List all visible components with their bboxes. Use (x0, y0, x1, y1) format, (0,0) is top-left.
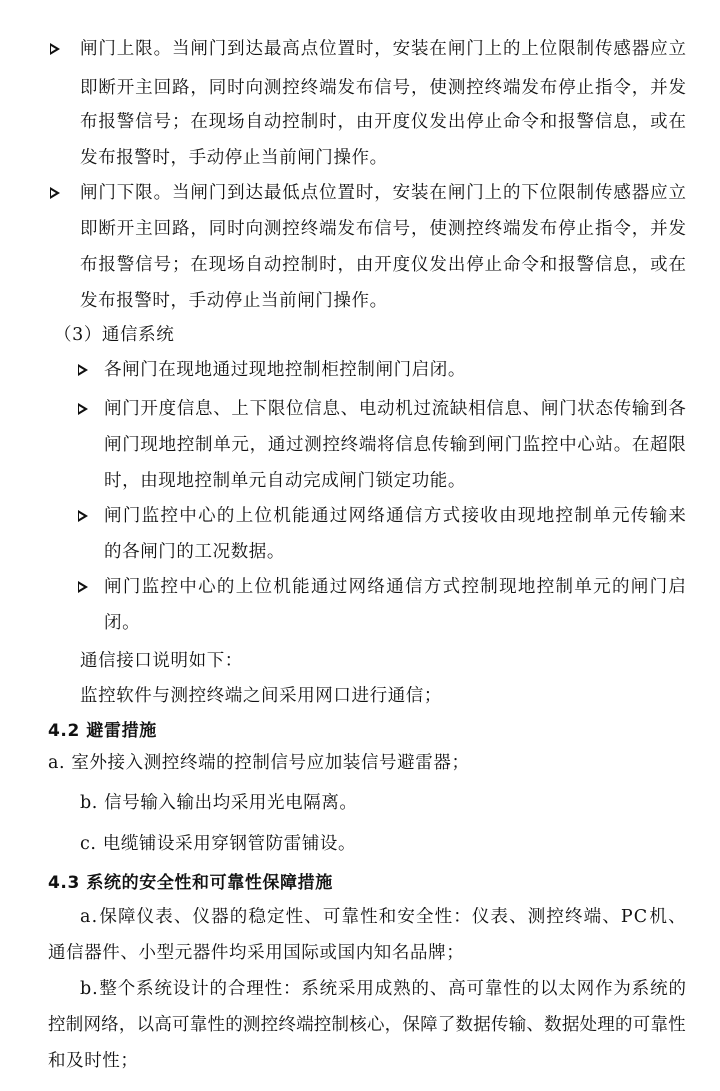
bullet-arrow-icon (50, 187, 60, 199)
bullet-arrow-icon (50, 43, 60, 55)
interface-intro: 通信接口说明如下： (80, 651, 243, 671)
comm-bullet-3-line-1: 闸 门 监 控 中 心 的 上 位 机 能 通 过 网 络 通 信 方 式 接 收 由 现 地 控 制 单 元 传 输 来 (104, 506, 686, 526)
comm-bullet-4-line-1: 闸 门 监 控 中 心 的 上 位 机 能 通 过 网 络 通 信 方 式 控 制 现 地 控 制 单 元 的 闸 门 启 (104, 577, 686, 597)
section-43-para-a-line-2: 通信器件、小型元器件均采用国际或国内知名品牌； (48, 943, 465, 963)
interface-desc: 监控软件与测控终端之间采用网口进行通信； (80, 686, 442, 706)
gate-upper-line-3: 布 报 警 信 号 ； 在 现 场 自 动 控 制 时 ， 由 开 度 仪 发 出 停 止 命 令 和 报 警 信 息 ， 或 在 (80, 112, 686, 132)
comm-bullet-2-line-3: 时，由现地控制单元自动完成闸门锁定功能。 (104, 471, 466, 491)
section-43-para-b-line-2: 控 制 网 络 ， 以 高 可 靠 性 的 测 控 终 端 控 制 核 心 ， 保 障 了 数 据 传 输 、 数 据 处 理 的 可 靠 性 (48, 1015, 686, 1035)
gate-lower-line-1: 闸 门 下 限 。 当 闸 门 到 达 最 低 点 位 置 时 ， 安 装 在 闸 门 上 的 下 位 限 制 传 感 器 应 立 (80, 183, 686, 203)
gate-upper-line-2: 即 断 开 主 回 路 ， 同 时 向 测 控 终 端 发 布 信 号 ， 使 测 控 终 端 发 布 停 止 指 令 ， 并 发 (80, 78, 686, 98)
comm-section-title: （3）通信系统 (54, 325, 175, 345)
gate-lower-line-2: 即 断 开 主 回 路 ， 同 时 向 测 控 终 端 发 布 信 号 ， 使 测 控 终 端 发 布 停 止 指 令 ， 并 发 (80, 219, 686, 239)
gate-upper-line-1: 闸 门 上 限 。 当 闸 门 到 达 最 高 点 位 置 时 ， 安 装 在 闸 门 上 的 上 位 限 制 传 感 器 应 立 (80, 39, 686, 59)
section-43-title: 4.3 系统的安全性和可靠性保障措施 (48, 873, 333, 893)
comm-bullet-4-line-2: 闭。 (104, 613, 141, 633)
section-42-title: 4.2 避雷措施 (48, 721, 157, 741)
bullet-arrow-icon (78, 510, 88, 522)
bullet-arrow-icon (78, 403, 88, 415)
section-43-para-a-line-1: a . 保 障 仪 表 、 仪 器 的 稳 定 性 、 可 靠 性 和 安 全 性 ： 仪 表 、 测 控 终 端 、 P C 机 、 (80, 907, 686, 927)
gate-upper-line-4: 发布报警时，手动停止当前闸门操作。 (80, 148, 388, 168)
section-42-item-a: a. 室外接入测控终端的控制信号应加装信号避雷器； (48, 753, 470, 773)
comm-bullet-2-line-1: 闸 门 开 度 信 息 、 上 下 限 位 信 息 、 电 动 机 过 流 缺 相 信 息 、 闸 门 状 态 传 输 到 各 (104, 399, 686, 419)
bullet-arrow-icon (78, 581, 88, 593)
section-43-para-b-line-3: 和及时性； (48, 1051, 139, 1071)
bullet-arrow-icon (78, 364, 88, 376)
section-42-item-b: b. 信号输入输出均采用光电隔离。 (80, 793, 358, 813)
gate-lower-line-4: 发布报警时，手动停止当前闸门操作。 (80, 291, 388, 311)
comm-bullet-1-line-1: 各闸门在现地通过现地控制柜控制闸门启闭。 (104, 360, 466, 380)
gate-lower-line-3: 布 报 警 信 号 ； 在 现 场 自 动 控 制 时 ， 由 开 度 仪 发 出 停 止 命 令 和 报 警 信 息 ， 或 在 (80, 255, 686, 275)
section-42-item-c: c. 电缆铺设采用穿钢管防雷铺设。 (80, 834, 357, 854)
section-43-para-b-line-1: b . 整 个 系 统 设 计 的 合 理 性 ： 系 统 采 用 成 熟 的 、 高 可 靠 性 的 以 太 网 作 为 系 统 的 (80, 979, 686, 999)
comm-bullet-3-line-2: 的各闸门的工况数据。 (104, 542, 285, 562)
comm-bullet-2-line-2: 闸 门 现 地 控 制 单 元 ， 通 过 测 控 终 端 将 信 息 传 输 到 闸 门 监 控 中 心 站 。 在 超 限 (104, 435, 686, 455)
